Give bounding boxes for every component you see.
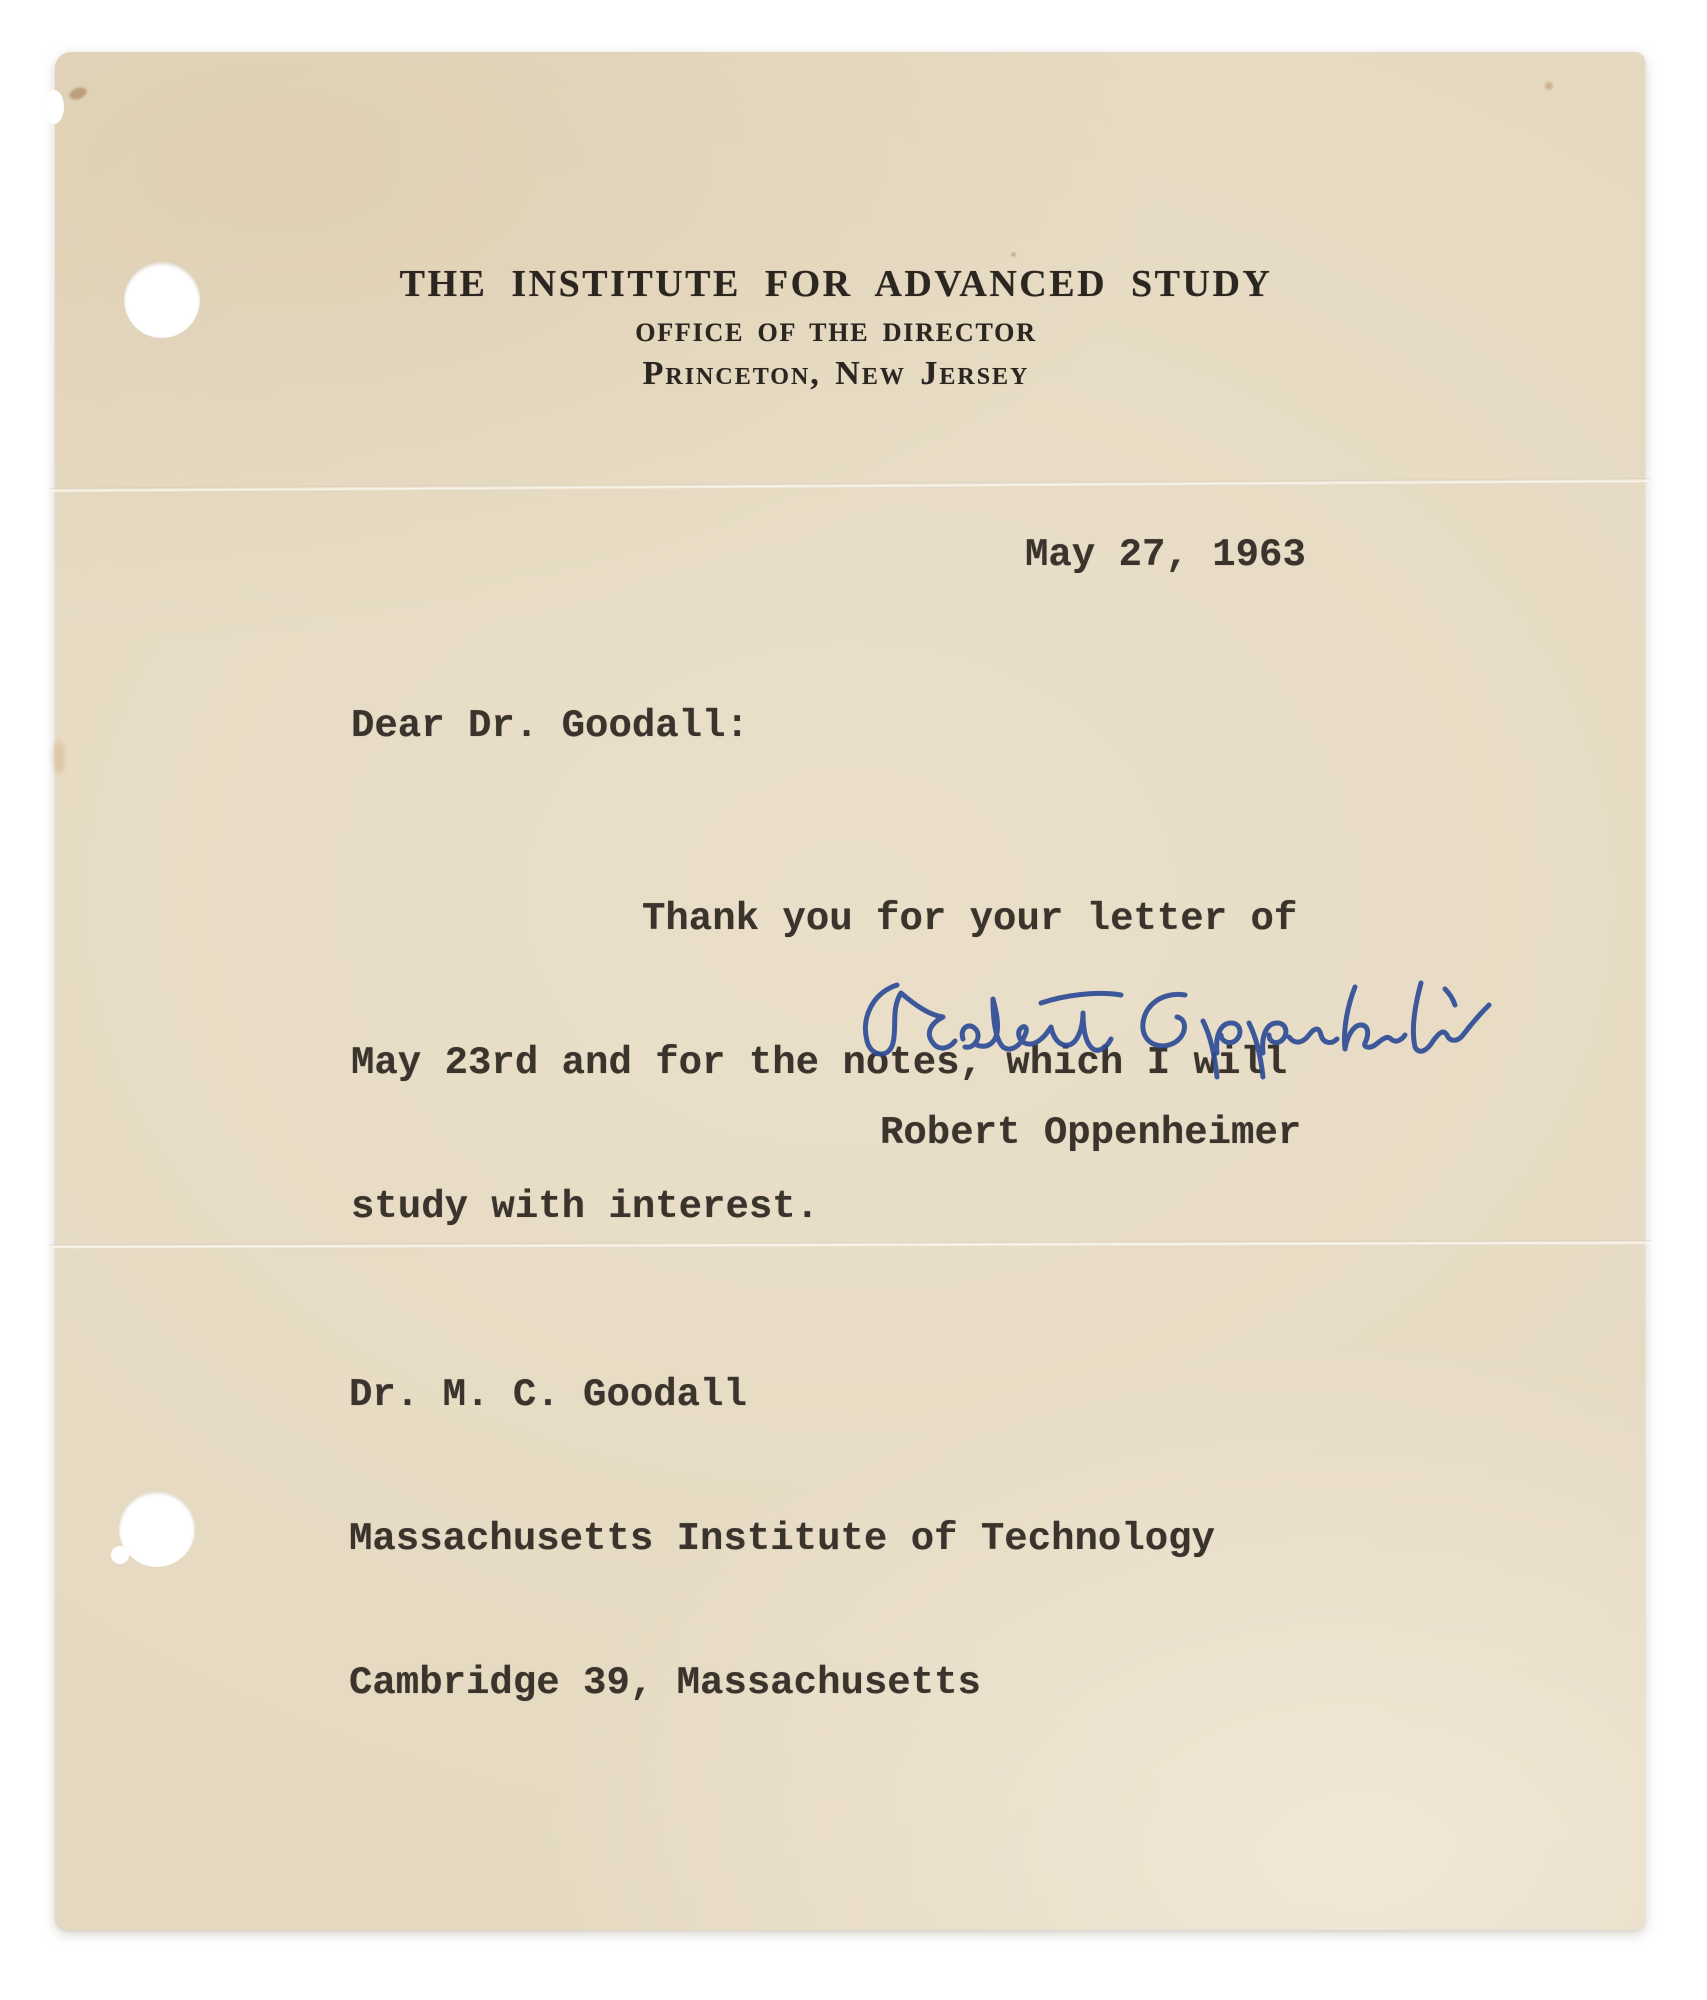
recipient-address [349, 1275, 1215, 1803]
paper-stain [1545, 82, 1553, 90]
punch-hole-bottom [119, 1491, 195, 1567]
recipient-name: Dr. M. C. Goodall [349, 1373, 747, 1417]
letter-paper [55, 52, 1645, 1930]
letterhead-office: OFFICE OF THE DIRECTOR [635, 318, 1037, 347]
paper-stain [53, 740, 65, 774]
salutation: Dear Dr. Goodall: [351, 704, 749, 748]
paper-stain [68, 85, 89, 101]
body-line: study with interest. [351, 1185, 820, 1229]
fold-crease-top [49, 478, 1651, 493]
body-line: May 23rd and for the notes, which I will [351, 1041, 1288, 1085]
paper-edge-nick [44, 90, 64, 124]
letterhead-location: Princeton, New Jersey [642, 355, 1030, 392]
punch-hole-notch [111, 1546, 129, 1564]
recipient-institution: Massachusetts Institute of Technology [349, 1517, 1215, 1561]
paper-stain [1011, 252, 1016, 257]
typed-signature-name: Robert Oppenheimer [880, 1111, 1302, 1155]
signature-handwriting [845, 965, 1515, 1100]
letterhead-institution: THE INSTITUTE FOR ADVANCED STUDY [399, 263, 1273, 305]
recipient-city: Cambridge 39, Massachusetts [349, 1661, 981, 1705]
body-line: Thank you for your letter of [642, 897, 1298, 941]
letter-date: May 27, 1963 [1025, 533, 1306, 577]
